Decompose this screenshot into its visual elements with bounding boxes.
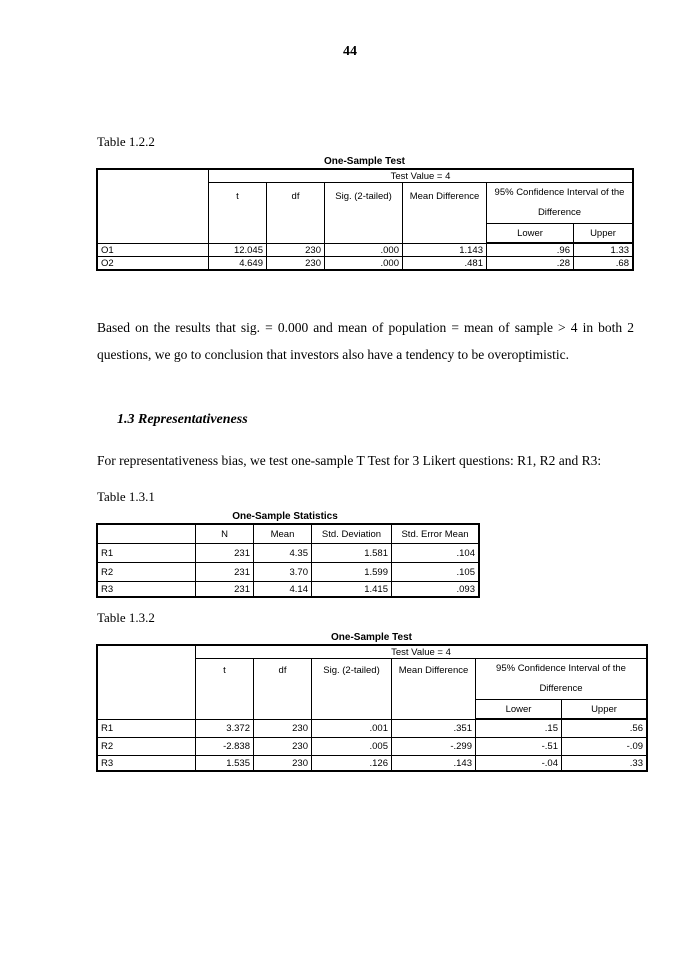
row-label: R2 — [98, 738, 196, 756]
row-label: R3 — [98, 756, 196, 771]
header-sig: Sig. (2-tailed) — [312, 659, 392, 720]
header-std-deviation: Std. Deviation — [312, 525, 392, 544]
table-row — [98, 563, 479, 582]
table-title: One-Sample Test — [324, 156, 405, 167]
table-row — [98, 756, 647, 771]
table-row — [98, 720, 647, 738]
one-sample-test-table-o — [97, 169, 633, 270]
header-upper: Upper — [574, 224, 633, 243]
cell: 4.14 — [254, 582, 312, 597]
header-df: df — [267, 183, 325, 244]
header-n: N — [196, 525, 254, 544]
cell: 3.70 — [254, 563, 312, 582]
cell: -2.838 — [196, 738, 254, 756]
cell: .351 — [392, 720, 476, 738]
cell: 231 — [196, 544, 254, 563]
cell: .33 — [562, 756, 647, 771]
cell: 1.143 — [403, 244, 487, 257]
row-label: R3 — [98, 582, 196, 597]
header-df: df — [254, 659, 312, 720]
cell: 3.372 — [196, 720, 254, 738]
test-value-header: Test Value = 4 — [196, 646, 647, 659]
header-lower: Lower — [487, 224, 574, 243]
header-t: t — [209, 183, 267, 244]
table-row — [98, 244, 633, 257]
section-heading: 1.3 Representativeness — [117, 412, 248, 427]
corner-cell — [98, 170, 209, 244]
header-std-error-mean: Std. Error Mean — [392, 525, 479, 544]
cell: .104 — [392, 544, 479, 563]
cell: .96 — [487, 244, 574, 257]
table-caption: Table 1.3.2 — [97, 610, 155, 625]
header-mean-difference: Mean Difference — [392, 659, 476, 720]
table-caption: Table 1.3.1 — [97, 489, 155, 504]
cell: -.51 — [476, 738, 562, 756]
table-row — [98, 257, 633, 270]
cell: 4.35 — [254, 544, 312, 563]
header-lower: Lower — [476, 700, 562, 719]
header-upper: Upper — [562, 700, 647, 719]
one-sample-statistics-table — [97, 524, 479, 597]
cell: 1.599 — [312, 563, 392, 582]
paragraph-conclusion: Based on the results that sig. = 0.000 and mean of population = mean of sample > 4 in both 2 questions, we go to conclusion that investors also have a tendency to be overoptimistic. — [97, 320, 634, 362]
cell: .481 — [403, 257, 487, 270]
cell: 230 — [267, 257, 325, 270]
cell: 230 — [254, 720, 312, 738]
cell: -.04 — [476, 756, 562, 771]
cell: .000 — [325, 257, 403, 270]
cell: 1.415 — [312, 582, 392, 597]
cell: 230 — [254, 756, 312, 771]
header-confidence-interval: 95% Confidence Interval of the Difference — [487, 183, 633, 224]
table-title: One-Sample Statistics — [232, 511, 338, 522]
cell: 4.649 — [209, 257, 267, 270]
one-sample-test-table-r — [97, 645, 647, 771]
paragraph-intro: For representativeness bias, we test one-sample T Test for 3 Likert questions: R1, R2 and R3: — [97, 453, 602, 468]
cell: 231 — [196, 563, 254, 582]
header-mean-difference: Mean Difference — [403, 183, 487, 244]
header-sig: Sig. (2-tailed) — [325, 183, 403, 244]
cell: 230 — [267, 244, 325, 257]
cell: -.09 — [562, 738, 647, 756]
cell: .005 — [312, 738, 392, 756]
header-confidence-interval: 95% Confidence Interval of the Difference — [476, 659, 647, 700]
cell: 230 — [254, 738, 312, 756]
cell: 1.33 — [574, 244, 633, 257]
row-label: O2 — [98, 257, 209, 270]
table-title: One-Sample Test — [331, 632, 412, 643]
cell: .126 — [312, 756, 392, 771]
header-t: t — [196, 659, 254, 720]
cell: .001 — [312, 720, 392, 738]
page-number: 44 — [343, 44, 357, 59]
row-label: R1 — [98, 720, 196, 738]
table-row — [98, 544, 479, 563]
table-caption: Table 1.2.2 — [97, 134, 155, 149]
cell: .68 — [574, 257, 633, 270]
table-row — [98, 738, 647, 756]
header-mean: Mean — [254, 525, 312, 544]
cell: 1.535 — [196, 756, 254, 771]
cell: -.299 — [392, 738, 476, 756]
cell: 231 — [196, 582, 254, 597]
table-row — [98, 582, 479, 597]
cell: .000 — [325, 244, 403, 257]
cell: .143 — [392, 756, 476, 771]
row-label: R1 — [98, 544, 196, 563]
row-label: R2 — [98, 563, 196, 582]
cell: .56 — [562, 720, 647, 738]
corner-cell — [98, 646, 196, 720]
cell: .093 — [392, 582, 479, 597]
cell: .15 — [476, 720, 562, 738]
cell: 1.581 — [312, 544, 392, 563]
cell: .28 — [487, 257, 574, 270]
cell: .105 — [392, 563, 479, 582]
row-label: O1 — [98, 244, 209, 257]
corner-cell — [98, 525, 196, 544]
cell: 12.045 — [209, 244, 267, 257]
test-value-header: Test Value = 4 — [209, 170, 633, 183]
